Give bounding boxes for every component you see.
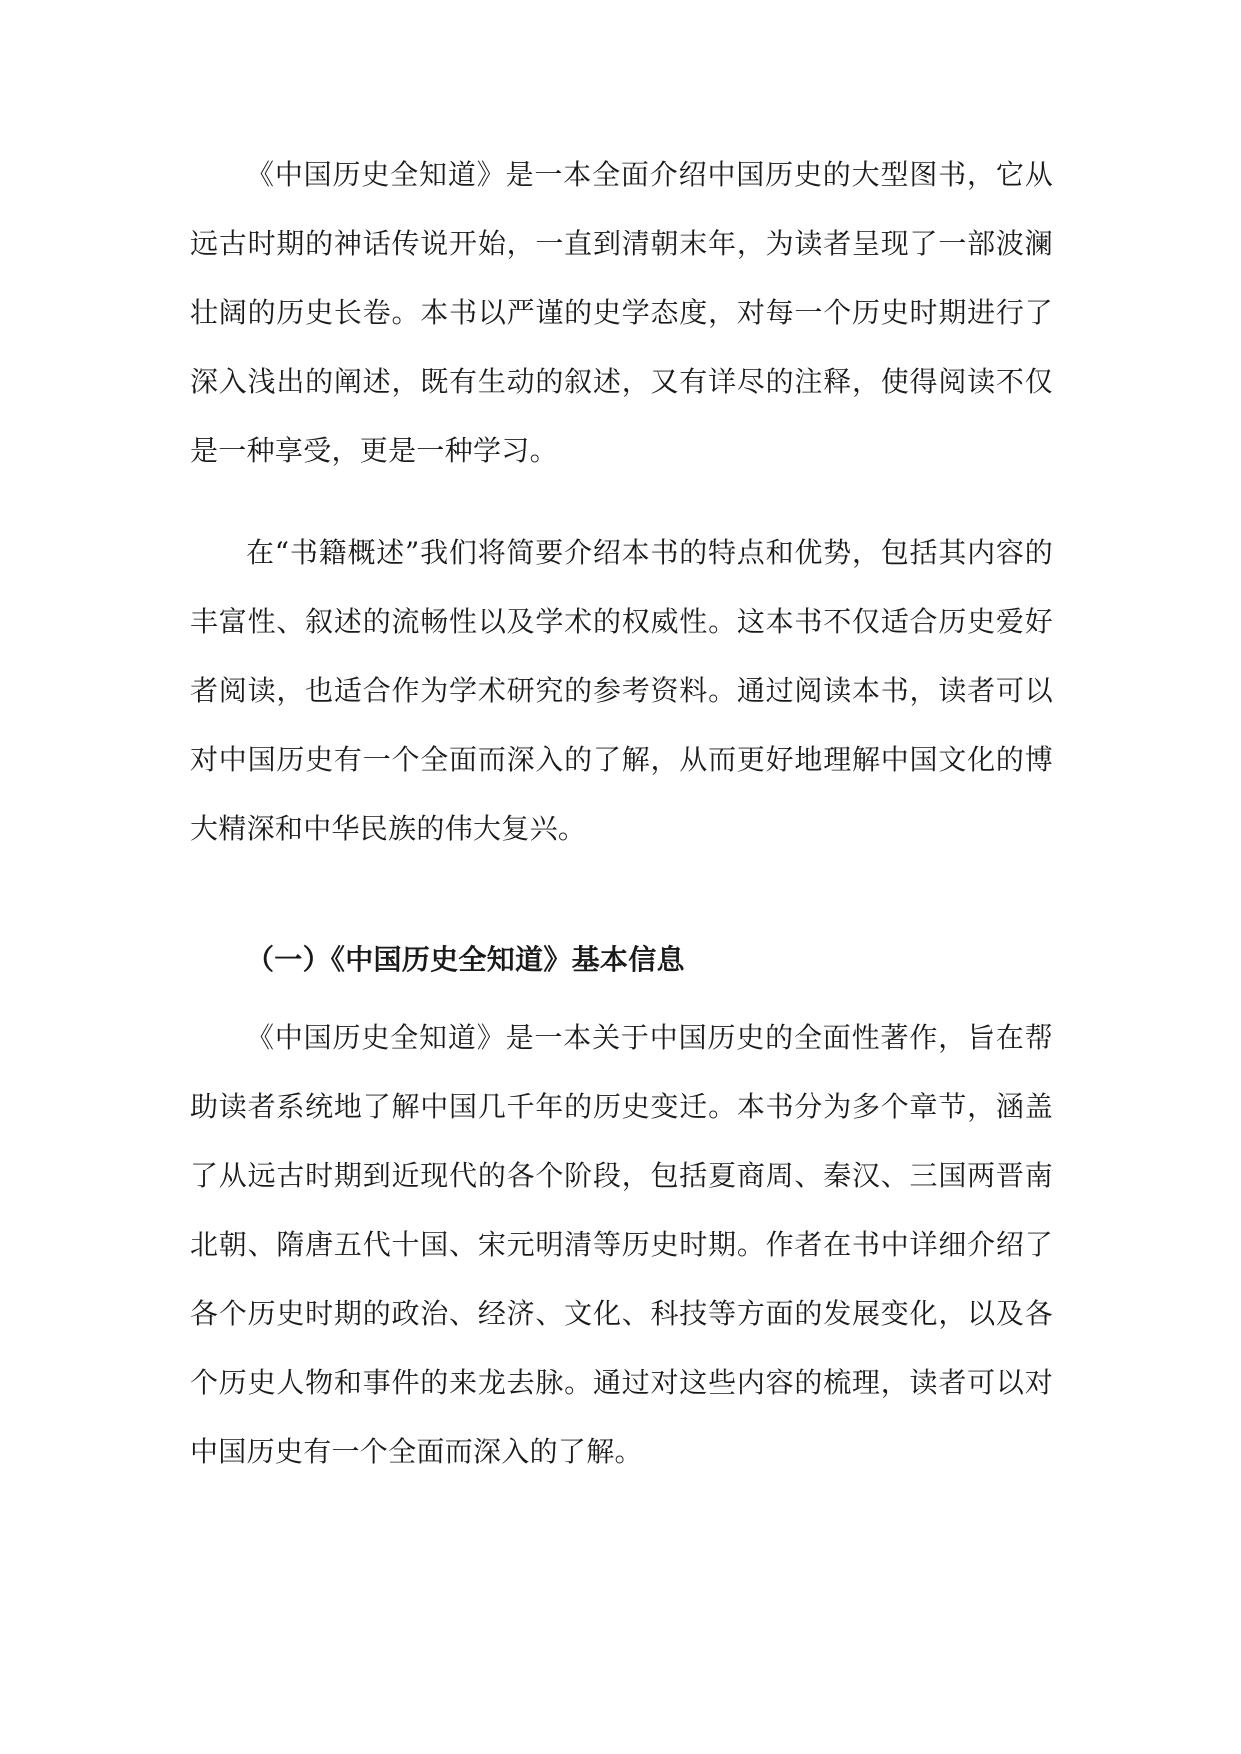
intro-paragraph: 《中国历史全知道》是一本全面介绍中国历史的大型图书，它从远古时期的神话传说开始，一直到清朝末年，为读者呈现了一部波澜壮阔的历史长卷。本书以严谨的史学态度，对每一个历史时期进行了深入浅出的阐述，既有生动的叙述，又有详尽的注释，使得阅读不仅是一种享受，更是一种学习。 — [190, 158, 1053, 467]
overview-paragraph: 在“书籍概述”我们将简要介绍本书的特点和优势，包括其内容的丰富性、叙述的流畅性以及学术的权威性。这本书不仅适合历史爱好者阅读，也适合作为学术研究的参考资料。通过阅读本书，读者可以对中国历史有一个全面而深入的了解，从而更好地理解中国文化的博大精深和中华民族的伟大复兴。 — [190, 536, 1053, 845]
section-heading: （一）《中国历史全知道》基本信息 — [246, 943, 685, 976]
basic-info-paragraph: 《中国历史全知道》是一本关于中国历史的全面性著作，旨在帮助读者系统地了解中国几千年的历史变迁。本书分为多个章节，涵盖了从远古时期到近现代的各个阶段，包括夏商周、秦汉、三国两晋南北朝、隋唐五代十国、宋元明清等历史时期。作者在书中详细介绍了各个历史时期的政治、经济、文化、科技等方面的发展变化，以及各个历史人物和事件的来龙去脉。通过对这些内容的梳理，读者可以对中国历史有一个全面而深入的了解。 — [190, 1021, 1053, 1468]
